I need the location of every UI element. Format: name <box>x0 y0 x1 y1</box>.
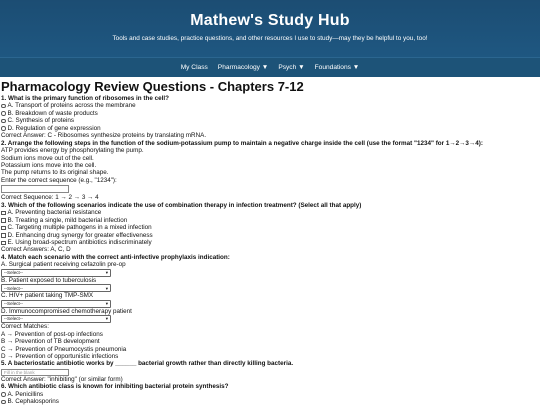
checkbox[interactable] <box>1 211 6 216</box>
q4-item: D. Immunocompromised chemotherapy patient <box>1 307 132 315</box>
question-4: 4. Match each scenario with the correct anti-infective prophylaxis indication: <box>1 253 230 261</box>
radio-button[interactable] <box>1 392 6 397</box>
chevron-down-icon: ▾ <box>105 301 108 307</box>
q4-item: C. HIV+ patient taking TMP-SMX <box>1 292 94 300</box>
q2-answer: Correct Sequence: 1 → 2 → 3 → 4 <box>1 194 99 202</box>
question-5: 5. A bacteriostatic antibiotic works by ______ bacterial growth rather than directly killing bacteria. <box>1 360 294 368</box>
checkbox[interactable] <box>1 241 6 246</box>
q2-step: Sodium ions move out of the cell. <box>1 154 94 162</box>
checkbox[interactable] <box>1 226 6 231</box>
q4-item: B. Patient exposed to tuberculosis <box>1 276 97 284</box>
radio-button[interactable] <box>1 400 6 405</box>
radio-button[interactable] <box>1 119 6 124</box>
q6-option-a[interactable] <box>1 391 540 398</box>
q2-step: Potassium ions move into the cell. <box>1 162 97 170</box>
site-subtitle: Tools and case studies, practice questions, and other resources I use to study—may they be helpful to you, too! <box>112 35 428 42</box>
option-label: A. Transport of proteins across the membrane <box>7 102 136 110</box>
q1-option-d[interactable] <box>1 125 540 132</box>
radio-button[interactable] <box>1 104 6 109</box>
q4-match: C → Prevention of Pneumocystis pneumonia <box>1 345 127 353</box>
nav-psych-dropdown[interactable]: Psych ▼ <box>278 64 305 71</box>
main-content <box>0 80 540 406</box>
chevron-down-icon: ▾ <box>105 285 108 291</box>
chevron-down-icon: ▾ <box>105 270 108 276</box>
q3-option-e[interactable] <box>1 239 540 246</box>
select-value: --Select-- <box>4 285 23 291</box>
option-label: D. Enhancing drug synergy for greater effectiveness <box>7 231 153 239</box>
q2-prompt: Enter the correct sequence (e.g., "1234"): <box>1 176 117 184</box>
main-nav <box>0 57 540 77</box>
option-label: A. Preventing bacterial resistance <box>7 209 102 217</box>
match-select[interactable] <box>1 315 111 323</box>
q1-option-b[interactable] <box>1 110 540 117</box>
checkbox[interactable] <box>1 233 6 238</box>
nav-my-class[interactable]: My Class <box>180 64 208 71</box>
q3-option-b[interactable] <box>1 217 540 224</box>
question-3: 3. Which of the following scenarios indicate the use of combination therapy in infection treatment? (Select all that apply) <box>1 201 362 209</box>
q3-option-c[interactable] <box>1 224 540 231</box>
option-label: D. Regulation of gene expression <box>7 124 101 132</box>
q2-step: The pump returns to its original shape. <box>1 169 109 177</box>
option-label: C. Targeting multiple pathogens in a mixed infection <box>7 224 152 232</box>
q4-item: A. Surgical patient receiving cefazolin pre-op <box>1 261 126 269</box>
fill-in-blank-input[interactable]: Fill in the blank <box>1 369 69 376</box>
question-2: 2. Arrange the following steps in the function of the sodium-potassium pump to maintain a negative charge inside the cell (use the format "1234" for 1→2→3→4): <box>1 139 483 147</box>
q3-option-d[interactable] <box>1 232 540 239</box>
option-label: B. Treating a single, mild bacterial infection <box>7 216 128 224</box>
select-value: --Select-- <box>4 316 23 322</box>
match-select[interactable] <box>1 269 111 277</box>
site-header <box>0 0 540 57</box>
option-label: B. Breakdown of waste products <box>7 109 98 117</box>
q1-option-a[interactable] <box>1 102 540 109</box>
checkbox[interactable] <box>1 218 6 223</box>
q4-match: D → Prevention of opportunistic infections <box>1 353 119 360</box>
question-1: 1. What is the primary function of ribosomes in the cell? <box>1 95 169 102</box>
option-label: B. Cephalosporins <box>7 398 59 406</box>
q4-match: B → Prevention of TB development <box>1 338 100 346</box>
match-select[interactable] <box>1 300 111 308</box>
site-title: Mathew's Study Hub <box>190 12 350 29</box>
question-6: 6. Which antibiotic class is known for inhibiting bacterial protein synthesis? <box>1 383 229 391</box>
q5-answer: Correct Answer: "inhibiting" (or similar form) <box>1 375 123 383</box>
nav-foundations-dropdown[interactable]: Foundations ▼ <box>314 64 360 71</box>
option-label: E. Using broad-spectrum antibiotics indiscriminately <box>7 239 152 247</box>
option-label: A. Penicillins <box>7 390 44 398</box>
sequence-input[interactable] <box>1 185 69 193</box>
radio-button[interactable] <box>1 126 6 131</box>
page-title: Pharmacology Review Questions - Chapters 7-12 <box>1 79 304 94</box>
select-value: --Select-- <box>4 301 23 307</box>
radio-button[interactable] <box>1 111 6 116</box>
nav-pharmacology-dropdown[interactable]: Pharmacology ▼ <box>217 64 269 71</box>
q4-match: A → Prevention of post-op infections <box>1 330 103 338</box>
q1-option-c[interactable] <box>1 117 540 124</box>
chevron-down-icon: ▾ <box>105 316 108 322</box>
q1-answer: Correct Answer: C - Ribosomes synthesize proteins by translating mRNA. <box>1 132 207 140</box>
match-select[interactable] <box>1 284 111 292</box>
q3-answer: Correct Answers: A, C, D <box>1 246 71 254</box>
option-label: C. Synthesis of proteins <box>7 117 74 125</box>
q4-matches-label: Correct Matches: <box>1 323 49 331</box>
q3-option-a[interactable] <box>1 209 540 216</box>
q2-step: ATP provides energy by phosphorylating the pump. <box>1 147 144 155</box>
select-value: --Select-- <box>4 270 23 276</box>
